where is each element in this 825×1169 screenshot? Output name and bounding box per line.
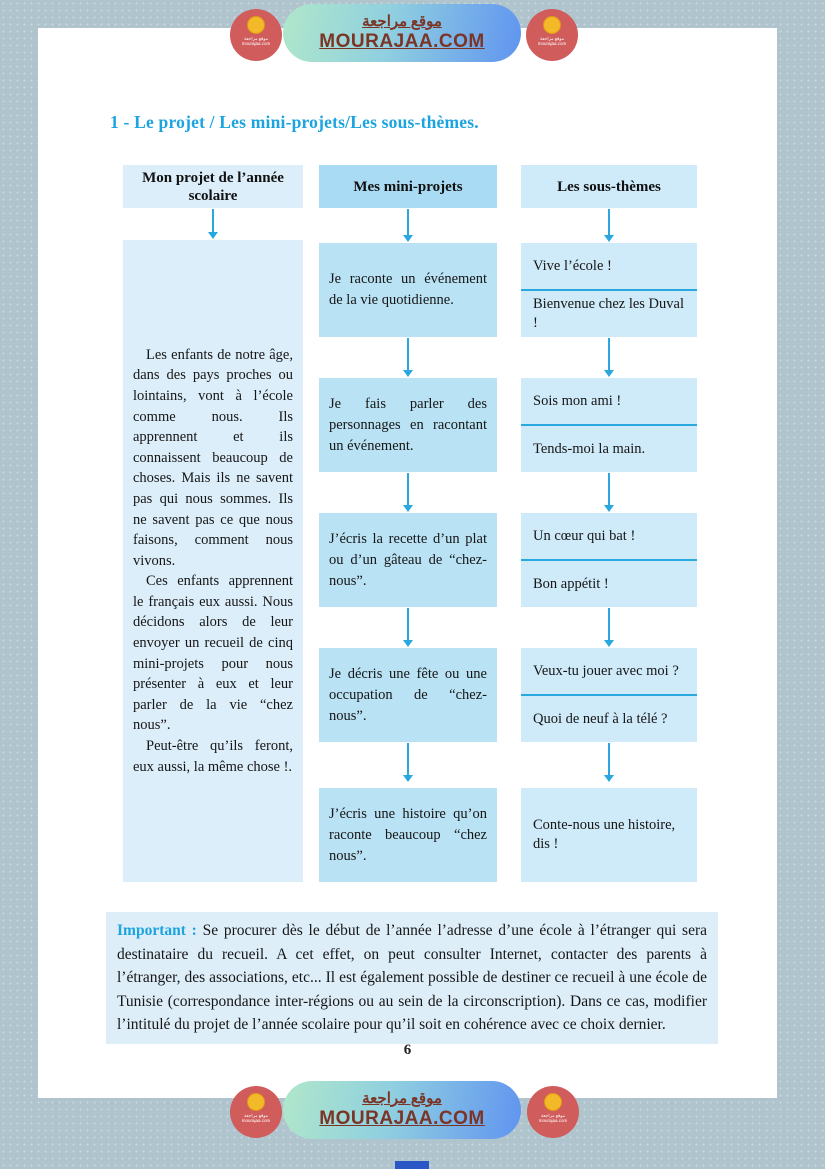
mourajaa-banner [283, 4, 521, 62]
mourajaa-badge-icon [230, 1086, 282, 1138]
mini-project-box [319, 648, 497, 742]
badge-arabic-text: موقع مراجعة [539, 36, 565, 41]
banner-arabic-title: موقع مراجعة [362, 1091, 442, 1107]
column-header-themes: Les sous-thèmes [521, 165, 697, 208]
next-page-peek [395, 1161, 429, 1169]
badge-arabic-text: موقع مراجعة [243, 36, 269, 41]
theme-title: Vive l’école ! [533, 257, 612, 274]
book-logo-icon [544, 1093, 562, 1111]
badge-site-text: mourajaa.com [538, 1118, 568, 1123]
theme-title: Bon appétit ! [533, 575, 609, 592]
flow-arrow-down-icon [402, 608, 414, 647]
project-paragraph: Peut-être qu’ils feront, eux aussi, la même chose !. [133, 738, 293, 775]
flow-arrow-down-icon [402, 338, 414, 377]
mourajaa-badge-icon [526, 9, 578, 61]
document-page [38, 28, 777, 1098]
theme-title: Veux-tu jouer avec moi ? [533, 662, 679, 679]
theme-box [521, 378, 697, 472]
flow-arrow-down-icon [402, 473, 414, 512]
mini-project-text: J’écris la recette d’un plat ou d’un gâteau de “chez-nous”. [329, 530, 487, 589]
badge-site-text: mourajaa.com [241, 1118, 271, 1123]
flow-arrow-down-icon [207, 209, 219, 239]
mini-project-box [319, 378, 497, 472]
flow-arrow-down-icon [402, 743, 414, 782]
book-logo-icon [247, 1093, 265, 1111]
theme-title: Un cœur qui bat ! [533, 527, 636, 544]
mini-project-text: Je décris une fête ou une occupation de “chez-nous”. [329, 665, 487, 724]
theme-title: Sois mon ami ! [533, 392, 622, 409]
badge-site-text: mourajaa.com [537, 41, 567, 46]
banner-site-title: MOURAJAA.COM [319, 1108, 485, 1129]
banner-arabic-title: موقع مراجعة [362, 14, 442, 30]
mini-project-box [319, 243, 497, 337]
theme-box [521, 788, 697, 882]
mini-project-text: J’écris une histoire qu’on raconte beaucoup “chez nous”. [329, 805, 487, 864]
flow-arrow-down-icon [402, 209, 414, 242]
flow-arrow-down-icon [603, 743, 615, 782]
theme-box [521, 243, 697, 337]
mourajaa-badge-icon [230, 9, 282, 61]
flow-arrow-down-icon [603, 473, 615, 512]
flow-arrow-down-icon [603, 608, 615, 647]
mini-project-box [319, 788, 497, 882]
mourajaa-badge-icon [527, 1086, 579, 1138]
mini-project-text: Je fais parler des personnages en racontant un événement. [329, 395, 487, 454]
important-text: Se procurer dès le début de l’année l’adresse d’une école à l’étranger qui sera destinataire du recueil. A cet effet, on peut consulter Internet, contacter des parents à l’étranger, des associations, etc... Il est également possible de destiner ce recueil à une école de Tunisie (correspondance inter-régions ou au sein de la circonscription). Dans ce cas, modifier l’intitulé du projet de l’année scolaire pour qu’il soit en cohérence avec ce choix dernier. [117, 922, 707, 1033]
important-note [106, 912, 718, 1044]
theme-title: Bienvenue chez les Duval ! [533, 296, 684, 331]
badge-arabic-text: موقع مراجعة [540, 1113, 566, 1118]
project-paragraph: Ces enfants apprennent le français eux aussi. Nous décidons alors de leur envoyer un recueil de cinq mini-projets pour nous présenter à eux et leur parler de la vie “chez nous”. [133, 573, 293, 734]
theme-title: Conte-nous une histoire, dis ! [533, 817, 676, 852]
book-logo-icon [247, 16, 265, 34]
theme-title: Tends-moi la main. [533, 440, 646, 457]
badge-site-text: mourajaa.com [241, 41, 271, 46]
page-title: 1 - Le projet / Les mini-projets/Les sous-thèmes. [110, 112, 479, 132]
important-label: Important : [117, 922, 197, 939]
banner-site-title: MOURAJAA.COM [319, 31, 485, 52]
mini-project-box [319, 513, 497, 607]
mourajaa-banner [283, 1081, 521, 1139]
mini-project-text: Je raconte un événement de la vie quotidienne. [329, 271, 487, 308]
project-paragraph: Les enfants de notre âge, dans des pays proches ou lointains, vont à l’école comme nous. Ils apprennent et ils connaissent beaucoup de choses. Mais ils ne savent pas qui nous sommes. Ils ne savent pas ce que nous faisons, comment nous vivons. [133, 346, 293, 569]
flow-arrow-down-icon [603, 209, 615, 242]
theme-title: Quoi de neuf à la télé ? [533, 710, 668, 727]
flow-arrow-down-icon [603, 338, 615, 377]
badge-arabic-text: موقع مراجعة [243, 1113, 269, 1118]
column-header-project: Mon projet de l’année scolaire [123, 165, 303, 208]
theme-box [521, 648, 697, 742]
book-logo-icon [543, 16, 561, 34]
theme-box [521, 513, 697, 607]
page-number: 6 [403, 1042, 412, 1058]
project-description-box [123, 240, 303, 882]
column-header-mini-projects: Mes mini-projets [319, 165, 497, 208]
